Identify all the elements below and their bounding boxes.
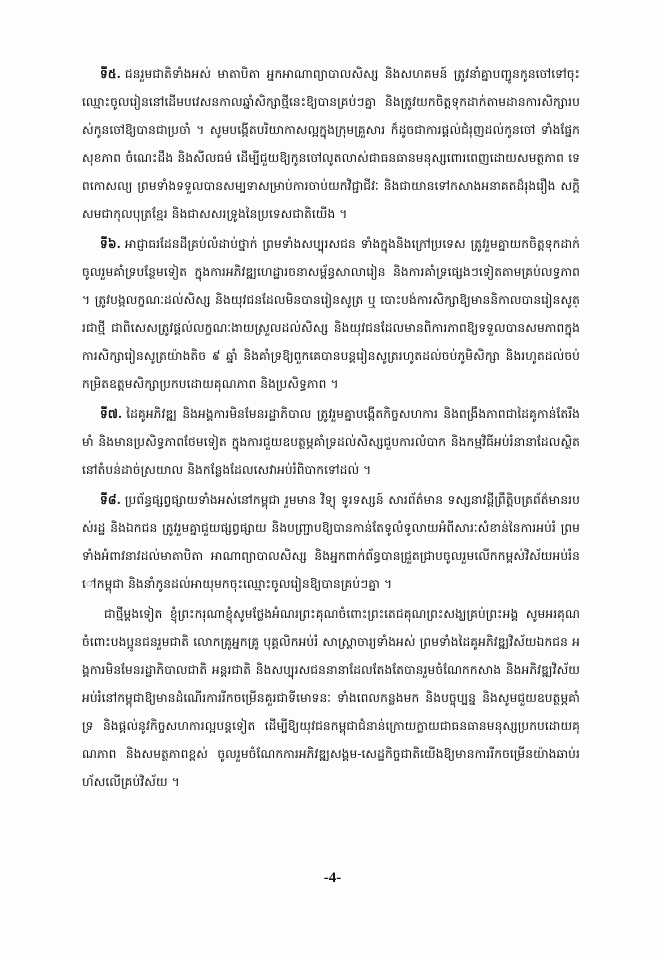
paragraph-7 xyxy=(82,400,580,484)
page-number: -4- xyxy=(323,870,342,886)
paragraph-number: ទី៥. xyxy=(100,67,121,81)
paragraph-text: អាជ្ញាធរដែនដីគ្រប់លំដាប់ថ្នាក់ ព្រមទាំងសប្បុរសជន ទាំងក្នុងនិងក្រៅប្រទេស ត្រូវរួមគ្នាយកចិត្តទុកដាក់ចូលរួមគាំទ្របន្ថែមទៀត ក្នុងការអភិវឌ្ឍហេដ្ឋារចនាសម្ព័ន្ធសាលារៀន និងការគាំទ្រផ្សេងៗទៀតតាមគ្រប់លទ្ធភាព ។ ត្រូវបង្កលក្ខណៈដល់សិស្ស និងយុវជនដែលមិនបានរៀនសូត្រ ឬ បោះបង់ការសិក្សាឱ្យមាននិកាលបានរៀនសូត្រជាថ្មី ជាពិសេសត្រូវផ្តល់លក្ខណៈងាយស្រួលដល់សិស្ស និងយុវជនដែលមានពិការភាពឱ្យទទួលបានសមភាពក្នុងការសិក្សារៀនសូត្រយ៉ាងតិច ៩ ឆ្នាំ និងគាំទ្រឱ្យពួកគេបានបន្តរៀនសូត្ររហូតដល់ចប់ភូមិសិក្សា និងរហូតដល់ចប់កម្រិតឧត្តមសិក្សាប្រកបដោយគុណភាព និងប្រសិទ្ធភាព ។ xyxy=(82,237,580,391)
paragraph-text: ដៃគូអភិវឌ្ឍ និងអង្គការមិនមែនរដ្ឋាភិបាល ត្រូវរួមគ្នាបង្កើតកិច្ចសហការ និងពង្រឹងភាពជាដៃគូកាន់តែរឹងមាំ និងមានប្រសិទ្ធភាពថែមទៀត ក្នុងការជួយឧបត្ថម្ភគាំទ្រដល់សិស្សជួបការលំបាក និងកម្មវិធីអប់រំនានាដែលស្ថិតនៅតំបន់ដាច់ស្រយាល និងកន្លែងដែលសេវាអប់រំពិបាកទៅដល់ ។ xyxy=(82,407,580,477)
paragraph-number: ទី៦. xyxy=(100,237,121,251)
document-body xyxy=(82,60,580,798)
paragraph-5 xyxy=(82,60,580,228)
paragraph-text: ជនរួមជាតិទាំងអស់ មាតាបិតា អ្នកអាណាព្យាបាលសិស្ស និងសហគមន៍ ត្រូវនាំគ្នាបញ្ជូនកូនចៅទៅចុះឈ្មោះចូលរៀននៅដើមបវេសនកាលឆ្នាំសិក្សាថ្មីនេះឱ្យបានគ្រប់ៗគ្នា និងត្រូវយកចិត្តទុកដាក់តាមដានការសិក្សារបស់កូនចៅឱ្យបានជាប្រចាំ ។ សូមបង្កើតបរិយាកាសល្អក្នុងក្រុមគ្រួសារ ក៏ដូចជាការផ្តល់ជំរុញដល់កូនចៅ ទាំងផ្នែកសុខភាព ចំណេះដឹង និងសីលធម៌ ដើម្បីជួយឱ្យកូនចៅលូតលាស់ជាធនធានមនុស្សពោរពេញដោយសមត្ថភាព ទេពកោសល្យ ព្រមទាំងទទួលបានសម្បទាសម្រាប់ការចាប់យកវិជ្ជាជីវៈ និងជាយានទៅកសាងអនាគតដ៏រុងរឿង សក្តិសមជាកុលបុត្រខ្មែរ និងជាសសរទ្រូងនៃប្រទេសជាតិយើង ។ xyxy=(82,67,580,221)
paragraph-text: ប្រព័ន្ធផ្សព្វផ្សាយទាំងអស់នៅកម្ពុជា រួមមាន វិទ្យុ ទូរទស្សន៍ សារព័ត៌មាន ទស្សនាវដ្តីព្រឹត្តិបត្រព័ត៌មានរបស់រដ្ឋ និងឯកជន ត្រូវរួមគ្នាជួយផ្សព្វផ្សាយ និងបញ្ជ្រាបឱ្យបានកាន់តែទូលំទូលាយអំពីសារៈសំខាន់នៃការអប់រំ ព្រមទាំងអំពាវនាវដល់មាតាបិតា អាណាព្យាបាលសិស្ស និងអ្នកពាក់ព័ន្ធបានជ្រួតជ្រាបចូលរួមលើកកម្ពស់វិស័យអប់រំនៅកម្ពុជា និងនាំកូនដល់អាយុមកចុះឈ្មោះចូលរៀនឱ្យបានគ្រប់ៗគ្នា ។ xyxy=(82,493,580,591)
paragraph-number: ទី៨. xyxy=(100,493,121,507)
closing-paragraph xyxy=(82,600,580,796)
paragraph-8 xyxy=(82,486,580,598)
paragraph-number: ទី៧. xyxy=(100,407,123,421)
paragraph-text: ជាថ្មីម្តងទៀត ខ្ញុំព្រះករុណាខ្ញុំសូមថ្លែងអំណរព្រះគុណចំពោះព្រះតេជគុណព្រះសង្ឃគ្រប់ព្រះអង្គ សូមអរគុណចំពោះបងប្អូនជនរួមជាតិ លោកគ្រូអ្នកគ្រូ បុគ្គលិកអប់រំ សាស្ត្រាចារ្យទាំងអស់ ព្រមទាំងដៃគូអភិវឌ្ឍវិស័យឯកជន អង្គការមិនមែនរដ្ឋាភិបាលជាតិ អន្តរជាតិ និងសប្បុរសជននានាដែលតែងតែបានរួមចំណែកកសាង និងអភិវឌ្ឍវិស័យអប់រំនៅកម្ពុជាឱ្យមានដំណើរការរីកចម្រើនគួរជាទីមោទនៈ ទាំងពេលកន្លងមក និងបច្ចុប្បន្ន និងសូមជួយឧបត្ថម្ភគាំទ្រ និងផ្តល់នូវកិច្ចសហការល្អបន្តទៀត ដើម្បីឱ្យយុវជនកម្ពុជាជំនាន់ក្រោយក្លាយជាធនធានមនុស្សប្រកបដោយគុណភាព និងសមត្ថភាពខ្ពស់ ចូលរួមចំណែកការអភិវឌ្ឍសង្គម-សេដ្ឋកិច្ចជាតិយើងឱ្យមានការរីកចម្រើនយ៉ាងឆាប់រហ័សលើគ្រប់វិស័យ ។ xyxy=(82,607,580,789)
paragraph-6 xyxy=(82,230,580,398)
